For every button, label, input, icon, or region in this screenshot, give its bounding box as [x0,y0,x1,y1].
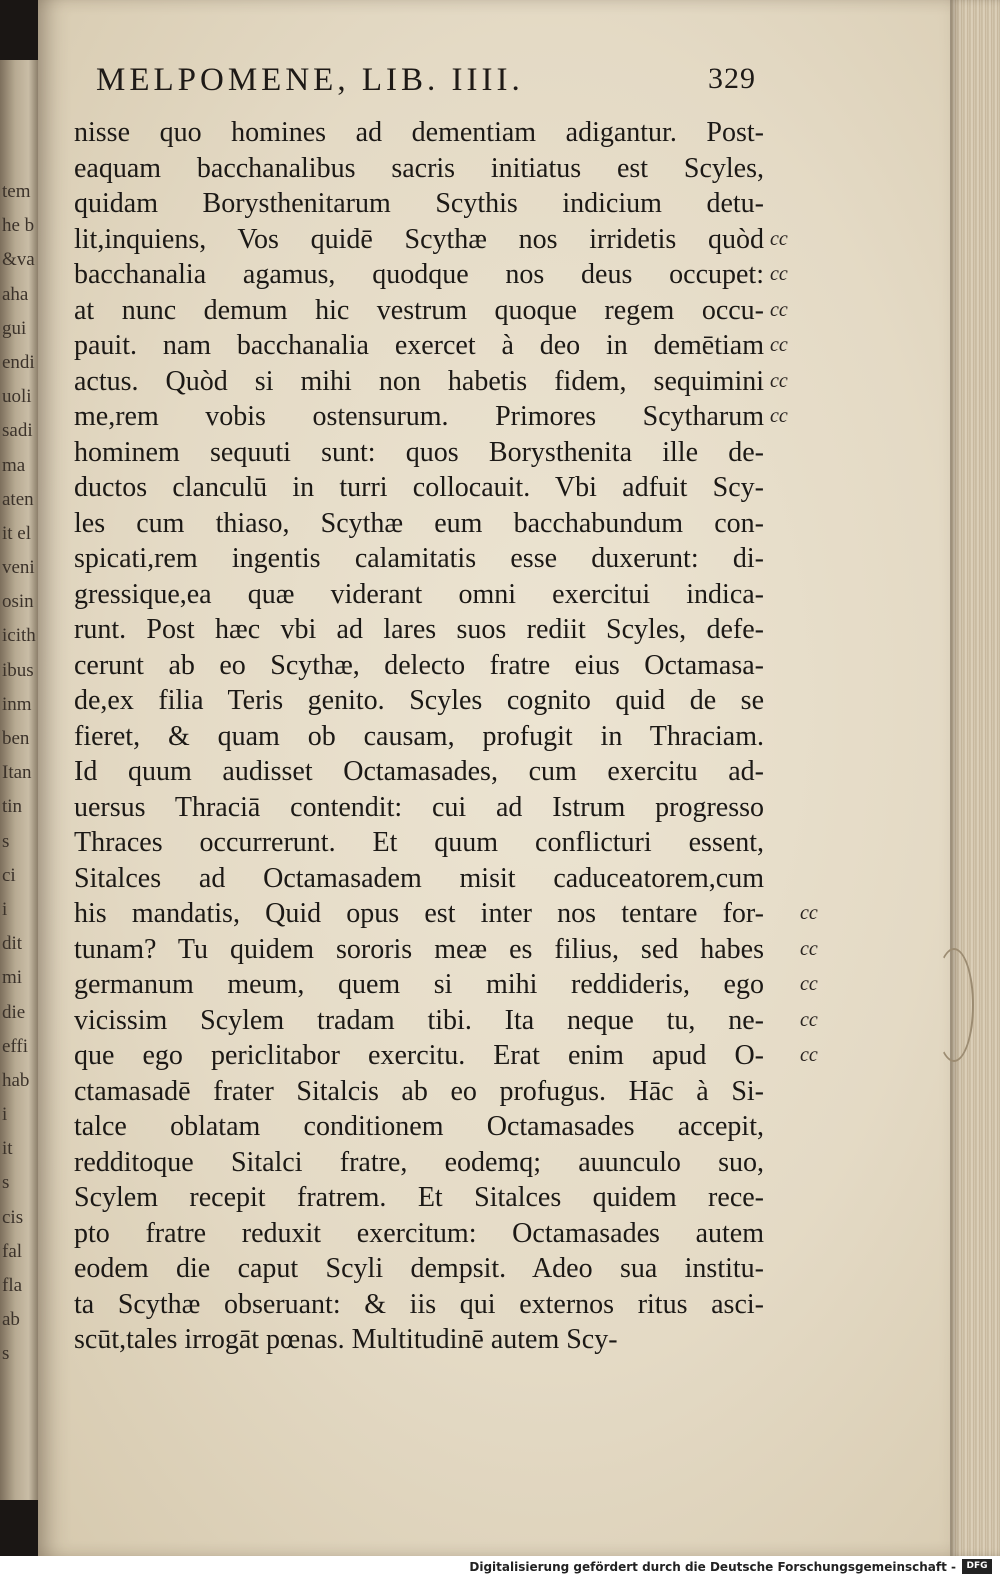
left-bleed-fragment: ma [2,454,26,476]
text-line: Id quum audisset Octamasades, cum exercitu ad- [74,756,764,787]
text-line: lit,inquiens, Vos quidē Scythæ nos irridetis quòd [74,223,764,255]
text-line: ctamasadē frater Sitalcis ab eo profugus. Hāc à Si- [74,1075,764,1107]
left-bleed-fragment: hab [2,1069,30,1091]
text-line: bacchanalia agamus, quodque nos deus occupet: [74,259,764,290]
left-bleed-fragment: s [2,1172,10,1194]
left-bleed-fragment: cis [2,1206,24,1228]
dfg-logo: DFG [962,1559,992,1574]
text-line: uersus Thraciā contendit: cui ad Istrum progresso [74,791,764,823]
text-line: quidam Borysthenitarum Scythis indicium detu- [74,188,764,219]
text-line: Thraces occurrerunt. Et quum conflicturi essent, [74,827,764,858]
left-bleed-fragment: it [2,1138,13,1160]
quote-marker: cc [800,973,818,995]
text-line: nisse quo homines ad dementiam adigantur. Post- [74,117,764,148]
running-head-title: MELPOMENE, LIB. IIII. [96,62,524,98]
left-bleed-fragment: Itan [2,762,32,784]
text-line: les cum thiaso, Scythæ eum bacchabundum con- [74,507,764,539]
text-line: Sitalces ad Octamasadem misit caduceatorem,cum [74,862,764,894]
text-line: at nunc demum hic vestrum quoque regem occu- [74,294,764,326]
left-bleed-fragment: uoli [2,386,32,408]
left-bleed-fragment: gui [2,317,27,339]
text-line: que ego periclitabor exercitu. Erat enim apud O- [74,1040,764,1071]
left-bleed-fragment: effi [2,1035,29,1057]
quote-marker: cc [800,902,818,924]
text-line: talce oblatam conditionem Octamasades accepit, [74,1111,764,1142]
left-bleed-fragment: aha [2,283,29,305]
text-line: scūt,tales irrogāt pœnas. Multitudinē autem Scy- [74,1324,618,1355]
quote-marker: cc [770,405,788,427]
text-line: redditoque Sitalci fratre, eodemq; auunculo suo, [74,1146,764,1178]
text-line: cerunt ab eo Scythæ, delecto fratre eius Octamasa- [74,649,764,681]
left-bleed-fragment: it el [2,522,32,544]
text-line: de,ex filia Teris genito. Scyles cognito quid de se [74,685,764,716]
left-bleed-fragment: he b [2,215,35,237]
quote-marker: cc [770,298,788,321]
left-bleed-fragment: fal [2,1240,23,1262]
left-bleed-fragment: ibus [2,659,34,681]
left-bleed-fragment: sadi [2,420,33,442]
text-line: hominem sequuti sunt: quos Borysthenita ille de- [74,436,764,468]
left-bleed-fragment: veni [2,557,35,579]
text-line: tunam? Tu quidem sororis meæ es filius, sed habes [74,933,764,965]
quote-marker: cc [770,334,788,356]
text-line: ta Scythæ obseruant: & iis qui externos ritus asci- [74,1288,764,1320]
left-bleed-fragment: aten [2,488,34,510]
text-line: pauit. nam bacchanalia exercet à deo in demētiam [74,330,764,361]
left-bleed-fragment: inm [2,693,32,715]
left-bleed-fragment: &va [2,249,35,271]
left-bleed-fragment: osin [2,591,34,613]
text-line: eodem die caput Scyli dempsit. Adeo sua institu- [74,1253,764,1284]
running-head [96,62,756,99]
page-number: 329 [708,62,756,95]
left-bleed-fragment: s [2,830,10,852]
quote-marker: cc [800,1008,818,1031]
quote-marker: cc [800,937,818,960]
text-line: pto fratre reduxit exercitum: Octamasades autem [74,1217,764,1249]
quote-marker: cc [800,1044,818,1066]
left-page-bleed-text [2,175,36,1375]
left-bleed-fragment: icith [2,625,36,647]
text-line: vicissim Scylem tradam tibi. Ita neque tu, ne- [74,1004,764,1036]
left-bleed-fragment: s [2,1343,10,1365]
left-bleed-fragment: die [2,1001,26,1023]
text-line: fieret, & quam ob causam, profugit in Thraciam. [74,720,764,752]
left-bleed-fragment: mi [2,967,23,989]
quote-marker: cc [770,369,788,392]
left-bleed-fragment: dit [2,933,23,955]
page-fore-edge [950,0,1000,1556]
body-text [74,115,764,1358]
text-line: ductos clanculū in turri collocauit. Vbi adfuit Scy- [74,472,764,503]
quote-marker: cc [770,227,788,250]
left-bleed-fragment: fla [2,1275,23,1296]
page-clip-mark [934,948,974,1062]
left-bleed-fragment: tin [2,796,23,818]
text-line: actus. Quòd si mihi non habetis fidem, sequimini [74,365,764,397]
text-line: me,rem vobis ostensurum. Primores Scytharum [74,401,764,432]
left-bleed-fragment: ben [2,728,30,749]
text-line: gressique,ea quæ viderant omni exercitui indica- [74,578,764,610]
text-line: runt. Post hæc vbi ad lares suos rediit Scyles, defe- [74,614,764,645]
left-bleed-fragment: ci [2,864,16,886]
text-line: his mandatis, Quid opus est inter nos tentare for- [74,898,764,929]
text-line: germanum meum, quem si mihi reddideris, ego [74,969,764,1000]
left-bleed-fragment: endi [2,351,35,373]
quote-marker: cc [770,263,788,285]
text-line: eaquam bacchanalibus sacris initiatus est Scyles, [74,152,764,184]
text-line: Scylem recepit fratrem. Et Sitalces quidem rece- [74,1182,764,1213]
text-line: spicati,rem ingentis calamitatis esse duxerunt: di- [74,543,764,574]
left-bleed-fragment: i [2,898,8,920]
left-page-edge [0,60,38,1500]
footer-credit: Digitalisierung gefördert durch die Deutsche Forschungsgemeinschaft - [469,1560,956,1574]
left-bleed-fragment: tem [2,181,31,202]
left-bleed-fragment: i [2,1104,8,1126]
left-bleed-fragment: ab [2,1309,20,1331]
